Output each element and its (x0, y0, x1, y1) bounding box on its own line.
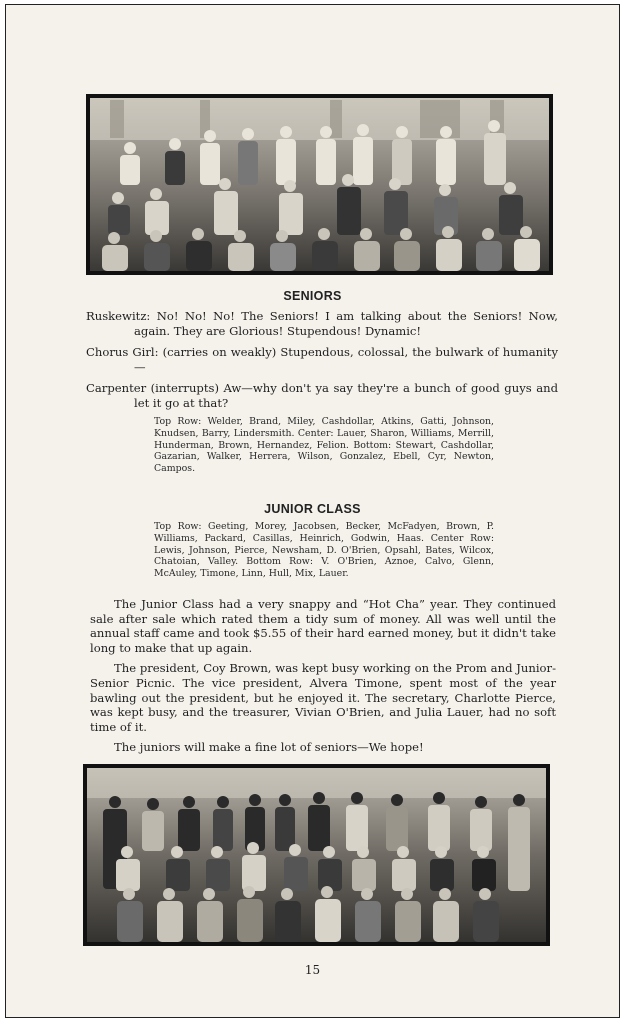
seniors-heading: SENIORS (283, 289, 342, 303)
dialogue-line-carpenter: Carpenter (interrupts) Aw—why don't ya say they're a bunch of good guys and let it go at that? (86, 381, 558, 410)
junior-class-heading: JUNIOR CLASS (264, 502, 361, 516)
junior-paragraph-2: The president, Coy Brown, was kept busy working on the Prom and Junior-Senior Picnic. The vice president, Alvera Timone, spent most of the year bawling out the president, but he enjoyed it. The secretary, Charlotte Pierce, was kept busy, and the treasurer, Vivian O'Brien, and Julia Lauer, had no soft time of it. (90, 661, 556, 734)
yearbook-page (5, 4, 620, 1018)
junior-photo-caption: Top Row: Geeting, Morey, Jacobsen, Becker, McFadyen, Brown, P. Williams, Packard, Casillas, Heinrich, Godwin, Haas. Center Row: Lewis, Johnson, Pierce, Newsham, D. O'Brien, Opsahl, Bates, Wilcox, Chatoian, Valley. Bottom Row: V. O'Brien, Aznoe, Calvo, Glenn, McAuley, Timone, Linn, Hull, Mix, Lauer. (154, 521, 494, 580)
junior-class-group-photo (83, 764, 550, 946)
dialogue-line-chorus-girl: Chorus Girl: (carries on weakly) Stupendous, colossal, the bulwark of humanity— (86, 345, 558, 374)
seniors-dialogue (86, 309, 558, 417)
dialogue-line-ruskewitz: Ruskewitz: No! No! No! The Seniors! I am talking about the Seniors! Now, again. They are Glorious! Stupendous! Dynamic! (86, 309, 558, 338)
junior-photo-image (87, 768, 546, 942)
seniors-photo-image (90, 98, 549, 271)
seniors-photo-caption: Top Row: Welder, Brand, Miley, Cashdollar, Atkins, Gatti, Johnson, Knudsen, Barry, Lindersmith. Center: Lauer, Sharon, Williams, Merrill, Hunderman, Brown, Hernandez, Felion. Bottom: Stewart, Cashdollar, Gazarian, Walker, Herrera, Wilson, Gonzalez, Ebell, Cyr, Newton, Campos. (154, 416, 494, 475)
junior-paragraph-1: The Junior Class had a very snappy and “Hot Cha” year. They continued sale after sale which rated them a tidy sum of money. All was well until the annual staff came and took $5.55 of their hard earned money, but it didn't take long to make that up again. (90, 597, 556, 655)
junior-class-body (90, 597, 556, 761)
page-number: 15 (304, 963, 321, 977)
junior-paragraph-3: The juniors will make a fine lot of seniors—We hope! (114, 740, 424, 755)
seniors-group-photo (86, 94, 553, 275)
